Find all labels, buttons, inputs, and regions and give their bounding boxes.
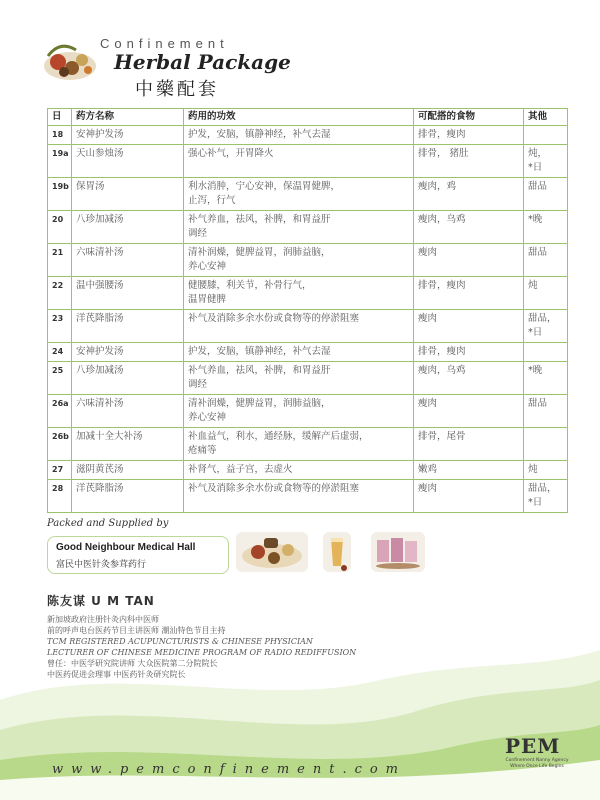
row-day: 26b: [48, 428, 72, 461]
credential-line: TCM REGISTERED ACUPUNCTURISTS & CHINESE PHYSICIAN: [47, 637, 313, 646]
pem-slogan-text: Where Once Life Begins: [510, 764, 564, 769]
credential-line: 前的呼声电台医药节目主讲医师 潮汕特色节目主持: [47, 626, 226, 635]
herbs-product-image: [236, 532, 308, 572]
header-effect: 药用的功效: [184, 109, 414, 126]
row-effect: 清补润燥，健脾益胃，润肺益脑， 养心安神: [184, 244, 414, 277]
pem-agency-text: Confinement Nanny Agency: [505, 758, 569, 763]
package-product-image: [371, 532, 425, 572]
table-row: [48, 395, 568, 428]
row-formula-name: 加减十全大补汤: [72, 428, 184, 461]
row-formula-name: 温中强腰汤: [72, 277, 184, 310]
table-row: [48, 310, 568, 343]
row-effect: 利水消肿，宁心安神，保温胃健脾， 止泻，行气: [184, 178, 414, 211]
brand-subtitle: Confinement: [100, 36, 229, 51]
table-header-row: [48, 109, 568, 126]
row-day: 23: [48, 310, 72, 343]
credential-line: 新加坡政府注册针灸内科中医师: [47, 615, 159, 624]
table-row: [48, 480, 568, 513]
doctor-name: 陈友谋 U M TAN: [47, 594, 155, 608]
row-effect: 补气养血，祛风，补脾，和胃益肝 调经: [184, 211, 414, 244]
row-day: 27: [48, 461, 72, 480]
row-other: 甜品: [524, 178, 568, 211]
table-body: [48, 126, 568, 513]
row-food: 嫩鸡: [414, 461, 524, 480]
table-row: [48, 126, 568, 145]
header-food: 可配搭的食物: [414, 109, 524, 126]
header-day: 日: [48, 109, 72, 126]
herbs-logo-icon: [40, 34, 100, 84]
row-other: 炖: [524, 461, 568, 480]
medical-hall-name-chinese: 富民中医针灸参茸药行: [56, 560, 147, 570]
row-effect: 强心补气，开胃降火: [184, 145, 414, 178]
row-other: 甜品， *日: [524, 480, 568, 513]
row-formula-name: 安神护发汤: [72, 343, 184, 362]
row-day: 24: [48, 343, 72, 362]
row-day: 21: [48, 244, 72, 277]
pem-logo: PEM: [505, 734, 561, 758]
row-other: [524, 428, 568, 461]
row-food: 排骨，瘦肉: [414, 126, 524, 145]
row-formula-name: 八珍加减汤: [72, 211, 184, 244]
row-food: 排骨，瘦肉: [414, 277, 524, 310]
credential-line: 中医药促进会理事 中医药针灸研究院长: [47, 670, 186, 679]
table-row: [48, 211, 568, 244]
row-effect: 护发，安脑，镇静神经，补气去湿: [184, 126, 414, 145]
row-day: 26a: [48, 395, 72, 428]
website-url: www.pemconfinement.com: [52, 762, 407, 777]
row-effect: 补气及消除多余水份或食物等的停淤阻塞: [184, 480, 414, 513]
table-row: [48, 145, 568, 178]
row-effect: 护发，安脑，镇静神经，补气去湿: [184, 343, 414, 362]
row-food: 瘦肉: [414, 244, 524, 277]
row-other: 炖: [524, 277, 568, 310]
row-food: 排骨，尾骨: [414, 428, 524, 461]
row-formula-name: 天山参烛汤: [72, 145, 184, 178]
table-row: [48, 343, 568, 362]
header-other: 其他: [524, 109, 568, 126]
herbal-schedule-table: [47, 108, 568, 513]
table-row: [48, 178, 568, 211]
row-formula-name: 洋芪降脂汤: [72, 310, 184, 343]
row-other: 甜品， *日: [524, 310, 568, 343]
table-row: [48, 244, 568, 277]
row-effect: 补血益气，利水，通经脉，缓解产后虚弱， 疮痛等: [184, 428, 414, 461]
table-row: [48, 428, 568, 461]
row-other: 甜品: [524, 244, 568, 277]
row-other: [524, 343, 568, 362]
row-other: [524, 126, 568, 145]
row-formula-name: 安神护发汤: [72, 126, 184, 145]
row-effect: 健腰膝，利关节，补骨行气， 温胃健脾: [184, 277, 414, 310]
row-formula-name: 六味清补汤: [72, 395, 184, 428]
row-formula-name: 滋阴黄芪汤: [72, 461, 184, 480]
row-day: 19a: [48, 145, 72, 178]
row-other: *晚: [524, 362, 568, 395]
table-row: [48, 362, 568, 395]
packed-label: Packed and Supplied by: [47, 518, 169, 529]
row-food: 瘦肉，乌鸡: [414, 211, 524, 244]
row-effect: 补肾气，益子宫，去虚火: [184, 461, 414, 480]
table-row: [48, 277, 568, 310]
row-effect: 清补润燥，健脾益胃，润肺益脑， 养心安神: [184, 395, 414, 428]
row-food: 瘦肉: [414, 310, 524, 343]
row-formula-name: 保胃汤: [72, 178, 184, 211]
row-day: 28: [48, 480, 72, 513]
row-day: 19b: [48, 178, 72, 211]
row-food: 瘦肉，乌鸡: [414, 362, 524, 395]
row-effect: 补气及消除多余水份或食物等的停淤阻塞: [184, 310, 414, 343]
row-day: 18: [48, 126, 72, 145]
medical-hall-box: [47, 536, 229, 574]
brand-title-chinese: 中藥配套: [135, 79, 219, 100]
row-day: 20: [48, 211, 72, 244]
row-day: 25: [48, 362, 72, 395]
pem-tagline: [502, 758, 572, 770]
table-row: [48, 461, 568, 480]
row-food: 瘦肉: [414, 480, 524, 513]
row-formula-name: 六味清补汤: [72, 244, 184, 277]
drink-product-image: [323, 532, 351, 572]
medical-hall-name: Good Neighbour Medical Hall: [56, 542, 196, 553]
row-food: 瘦肉: [414, 395, 524, 428]
row-food: 排骨，瘦肉: [414, 343, 524, 362]
credential-line: 曾任：中医学研究院讲师 大众医院第二分院院长: [47, 659, 218, 668]
row-effect: 补气养血，祛风，补脾，和胃益肝 调经: [184, 362, 414, 395]
row-day: 22: [48, 277, 72, 310]
row-formula-name: 洋芪降脂汤: [72, 480, 184, 513]
row-formula-name: 八珍加减汤: [72, 362, 184, 395]
brand-title: Herbal Package: [114, 50, 291, 74]
row-food: 排骨， 猪肚: [414, 145, 524, 178]
row-other: 炖， *日: [524, 145, 568, 178]
header-name: 药方名称: [72, 109, 184, 126]
row-other: *晚: [524, 211, 568, 244]
brand-header: [40, 28, 360, 98]
row-food: 瘦肉，鸡: [414, 178, 524, 211]
credential-line: LECTURER OF CHINESE MEDICINE PROGRAM OF RADIO REDIFFUSION: [47, 648, 357, 657]
row-other: 甜品: [524, 395, 568, 428]
